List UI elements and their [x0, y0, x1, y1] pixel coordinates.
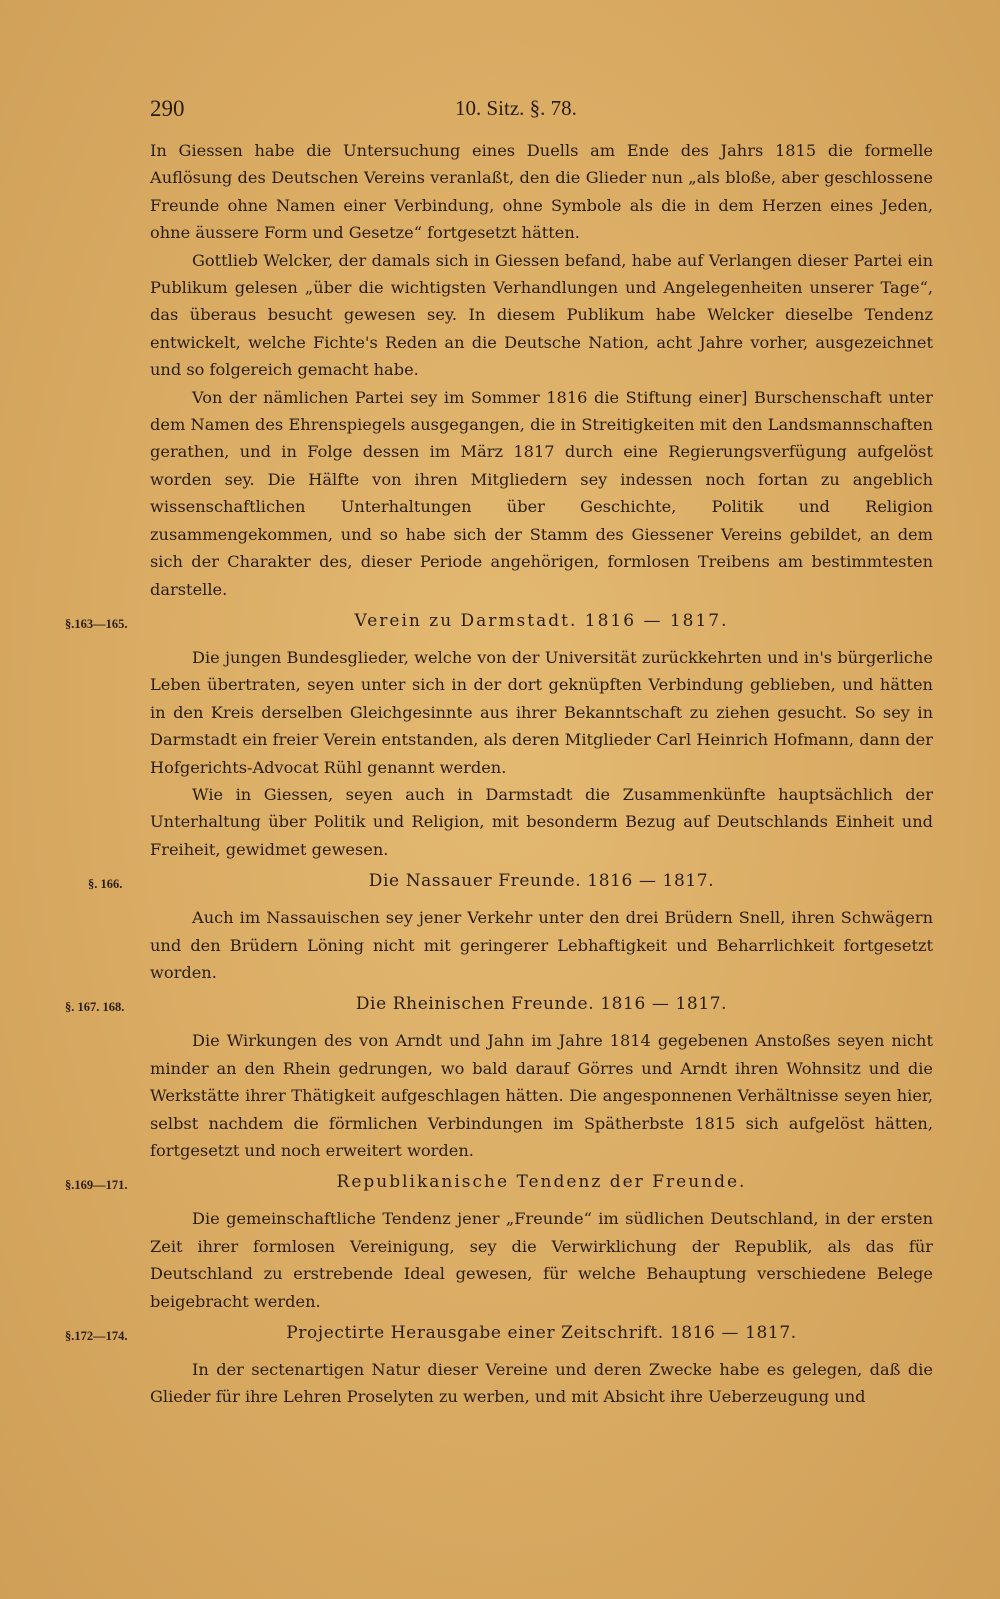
section-nassau — [88, 871, 933, 986]
section-reference: §. 167. 168. — [65, 1000, 125, 1015]
paragraph: Wie in Giessen, seyen auch in Darmstadt die Zusammenkünfte hauptsächlich der Unterhaltung über Politik und Religion, mit besonderm Bezug auf Deutschlands Einheit und Freiheit, gewidmet gewesen. — [150, 784, 933, 859]
paragraph: Gottlieb Welcker, der damals sich in Giessen befand, habe auf Verlangen dieser Partei ein Publikum gelesen „über die wichtigsten Verhandlungen und Angelegenheiten unserer Tage“, das überaus besucht gewesen sey. In diesem Publikum habe Welcker dieselbe Tendenz entwickelt, welche Fichte's Reden an die Deutsche Nation, acht Jahre vorher, ausgezeichnet und so folgereich gemacht habe. — [150, 250, 933, 380]
paragraph: Die jungen Bundesglieder, welche von der Universität zurückkehrten und in's bürgerliche Leben übertraten, seyen unter sich in der dort geknüpften Verbindung geblieben, und hätten in den Kreis derselben Gleichgesinnte aus ihrer Bekanntschaft zu ziehen gesucht. So sey in Darmstadt ein freier Verein entstanden, als deren Mitglieder Carl Heinrich Hofmann, dann der Hofgerichts-Advocat Rühl genannt werden. — [150, 647, 933, 777]
page-number: 290 — [150, 96, 185, 121]
section-reference: §. 166. — [88, 877, 123, 892]
section-heading — [65, 1323, 933, 1356]
section-reference: §.169—171. — [65, 1178, 128, 1193]
paragraph: Auch im Nassauischen sey jener Verkehr unter den drei Brüdern Snell, ihren Schwägern und den Brüdern Löning nicht mit geringerer Lebhaftigkeit und Beharrlichkeit fortgesetzt worden. — [150, 908, 933, 982]
section-title: Die Rheinischen Freunde. 1816 — 1817. — [355, 994, 728, 1015]
section-darmstadt — [65, 610, 933, 863]
paragraph: Von der nämlichen Partei sey im Sommer 1816 die Stiftung einer] Burschenschaft unter dem Namen des Ehrenspiegels ausgegangen, die in Streitigkeiten mit den Landsmannschaften gerathen, und in Folge dessen im März 1817 durch eine Regierungsverfügung aufgelöst worden sey. Die Hälfte von ihren Mitgliedern sey indessen noch fortan zu angeblich wissenschaftlichen Unterhaltungen über Geschichte, Politik und Religion zusammengekommen, und so habe sich der Stamm des Giessener Vereins gebildet, an dem sich der Charakter des, dieser Periode angehörigen, formlosen Treibens am bestimmtesten darstelle. — [150, 387, 933, 599]
paragraph: Die Wirkungen des von Arndt und Jahn im Jahre 1814 gegebenen Anstoßes seyen nicht minder an den Rhein gedrungen, wo bald darauf Görres und Arndt ihren Wohnsitz und die Werkstätte ihrer Thätigkeit aufgeschlagen hätten. Die angesponnenen Verhältnisse seyen hier, selbst nachdem die förmlichen Verbindungen im Spätherbste 1815 sich aufgelöst hätten, fortgesetzt und noch erweitert worden. — [150, 1031, 933, 1160]
paragraph: Die gemeinschaftliche Tendenz jener „Freunde“ im südlichen Deutschland, in der ersten Zeit ihrer formlosen Vereinigung, sey die Verwirklichung der Republik, als das für Deutschland zu erstrebende Ideal gewesen, für welche Behauptung verschiedene Belege beigebracht werden. — [150, 1209, 933, 1311]
page-header — [150, 96, 930, 130]
body-text — [65, 137, 933, 1411]
section-title: Republikanische Tendenz der Freunde. — [336, 1172, 747, 1193]
paragraph: In der sectenartigen Natur dieser Vereine und deren Zwecke habe es gelegen, daß die Glieder für ihre Lehren Proselyten zu werben, und mit Absicht ihre Ueberzeugung und — [150, 1360, 933, 1407]
section-title: Verein zu Darmstadt. 1816 — 1817. — [354, 610, 729, 631]
section-heading — [88, 871, 933, 904]
section-zeitschrift — [65, 1323, 933, 1411]
running-head: 10. Sitz. §. 78. — [455, 96, 577, 120]
section-rhein — [65, 994, 933, 1164]
section-title: Projectirte Herausgabe einer Zeitschrift. 1816 — 1817. — [286, 1323, 797, 1344]
section-republik — [65, 1172, 933, 1315]
section-reference: §.163—165. — [65, 616, 128, 631]
section-reference: §.172—174. — [65, 1329, 128, 1344]
paragraph: In Giessen habe die Untersuchung eines Duells am Ende des Jahrs 1815 die formelle Auflösung des Deutschen Vereins veranlaßt, den die Glieder nun „als bloße, aber geschlossene Freunde ohne Namen einer Verbindung, ohne Symbole als die in dem Herzen eines Jeden, ohne äussere Form und Gesetze“ fortgesetzt hätten. — [150, 141, 933, 243]
section-title: Die Nassauer Freunde. 1816 — 1817. — [368, 871, 715, 892]
section-heading — [65, 1172, 933, 1205]
section-heading — [65, 994, 933, 1027]
section-heading — [65, 610, 933, 644]
